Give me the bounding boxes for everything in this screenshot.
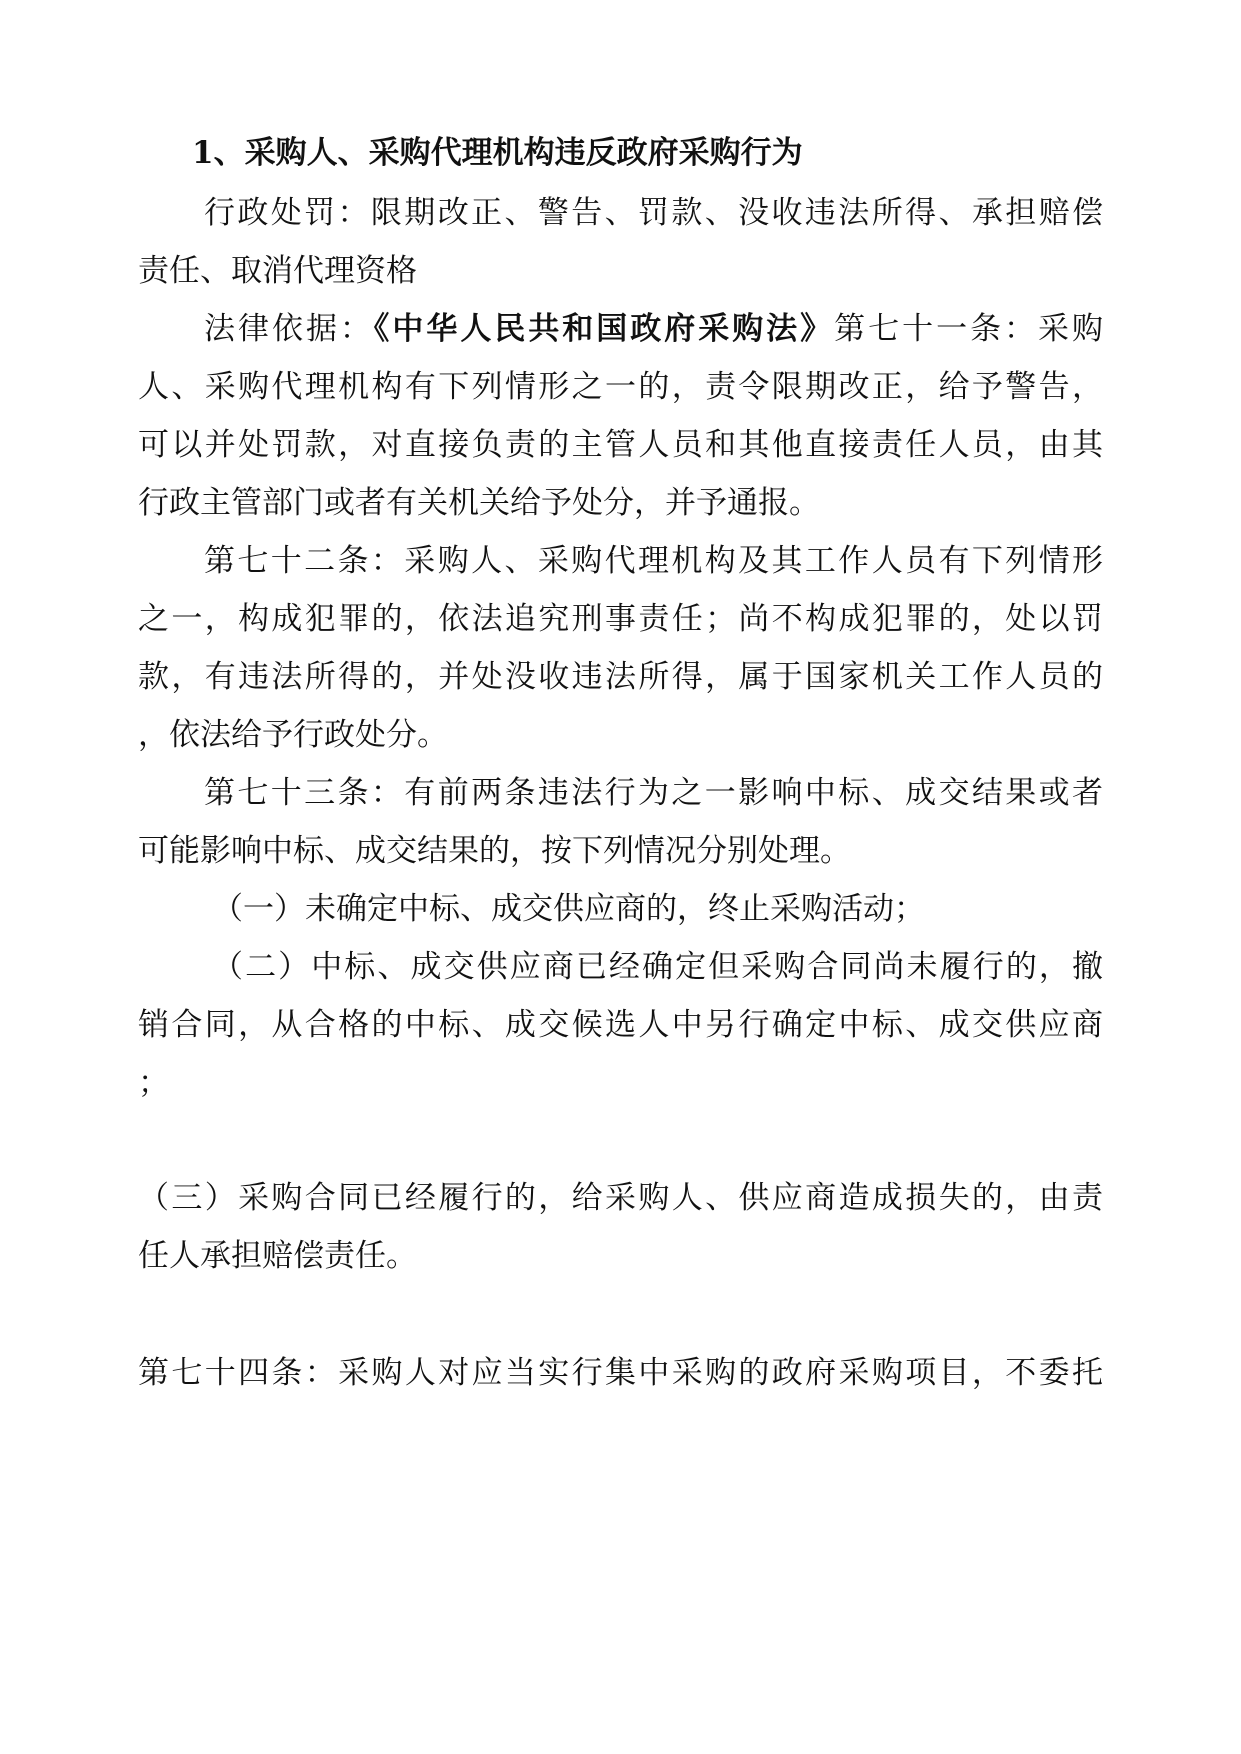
section-heading: 1、采购人、采购代理机构违反政府采购行为 — [192, 135, 803, 171]
article-73-line-1: 第七十三条：有前两条违法行为之一影响中标、成交结果或者 — [204, 775, 1103, 811]
penalty-line-2: 责任、取消代理资格 — [138, 253, 417, 289]
article-73-item-3-line-2: 任人承担赔偿责任。 — [138, 1238, 417, 1274]
legal-basis-article: 第七十一条：采购 — [834, 311, 1104, 347]
article-74-line-1: 第七十四条：采购人对应当实行集中采购的政府采购项目，不委托 — [138, 1355, 1103, 1391]
article-73-item-2-line-1: （二）中标、成交供应商已经确定但采购合同尚未履行的，撤 — [212, 949, 1103, 985]
article-72-line-1: 第七十二条：采购人、采购代理机构及其工作人员有下列情形 — [204, 543, 1103, 579]
article-73-item-3-line-1: （三）采购合同已经履行的，给采购人、供应商造成损失的，由责 — [138, 1180, 1103, 1216]
legal-basis-line-2: 人、采购代理机构有下列情形之一的，责令限期改正，给予警告， — [138, 369, 1103, 405]
penalty-line-1: 行政处罚：限期改正、警告、罚款、没收违法所得、承担赔偿 — [204, 195, 1103, 231]
article-73-item-2-line-2: 销合同，从合格的中标、成交候选人中另行确定中标、成交供应商 — [138, 1007, 1103, 1043]
article-72-line-3: 款，有违法所得的，并处没收违法所得，属于国家机关工作人员的 — [138, 659, 1103, 695]
law-title: 《中华人民共和国政府采购法》 — [373, 311, 835, 347]
article-73-item-2-line-3: ； — [138, 1065, 169, 1101]
legal-basis-line-1 — [204, 309, 1103, 349]
article-73-line-2: 可能影响中标、成交结果的，按下列情况分别处理。 — [138, 833, 851, 869]
legal-basis-label: 法律依据： — [204, 311, 374, 347]
legal-basis-line-3: 可以并处罚款，对直接负责的主管人员和其他直接责任人员，由其 — [138, 427, 1103, 463]
article-72-line-4: ，依法给予行政处分。 — [138, 717, 448, 753]
legal-basis-line-4: 行政主管部门或者有关机关给予处分，并予通报。 — [138, 485, 820, 521]
article-72-line-2: 之一，构成犯罪的，依法追究刑事责任；尚不构成犯罪的，处以罚 — [138, 601, 1103, 637]
article-73-item-1: （一）未确定中标、成交供应商的，终止采购活动； — [212, 891, 925, 927]
